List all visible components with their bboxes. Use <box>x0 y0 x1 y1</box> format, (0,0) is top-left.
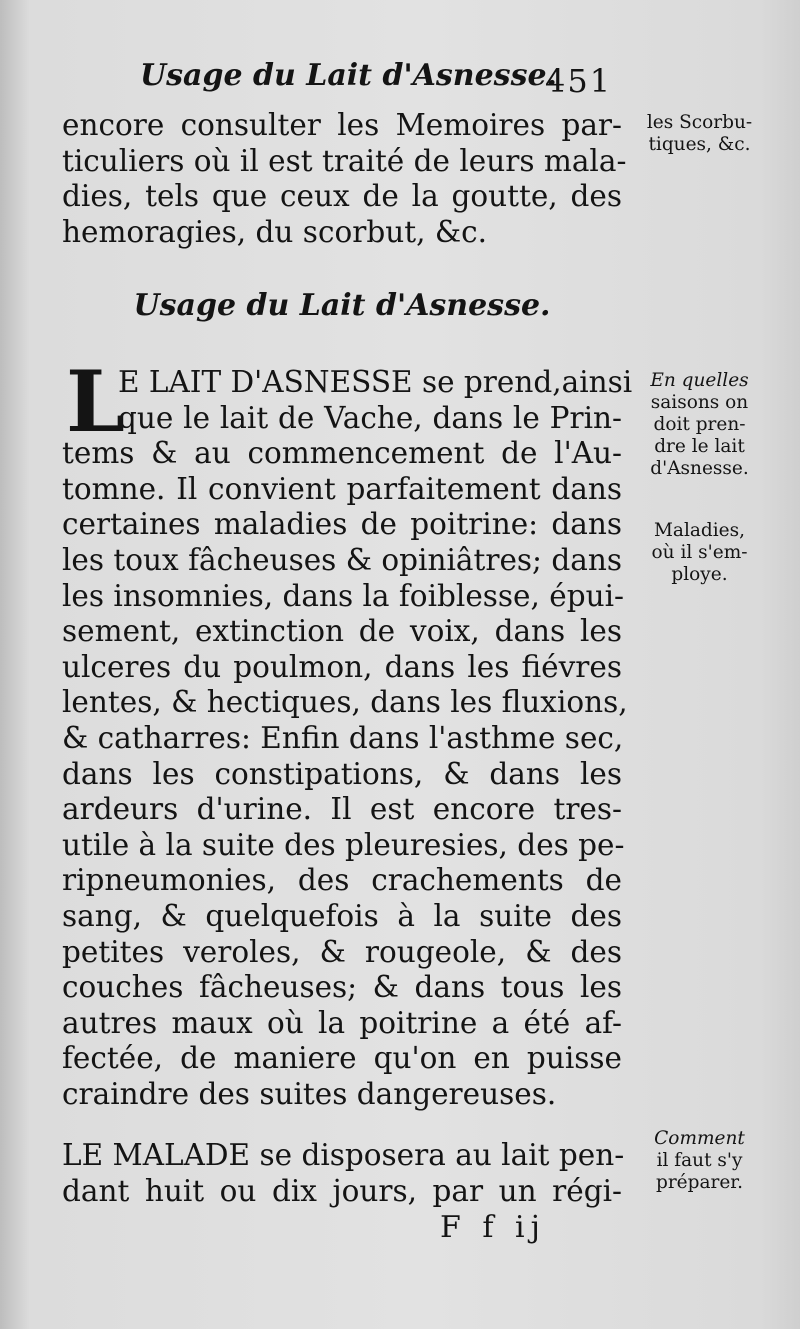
text-line: hemoragies, du scorbut, &c. <box>62 214 487 249</box>
margin-note-line: préparer. <box>656 1172 743 1193</box>
text-line: tomne. Il convient parfaitement dans <box>62 471 622 506</box>
text-line: autres maux où la poitrine a été af- <box>62 1005 622 1040</box>
margin-note-line: Maladies, <box>653 520 745 541</box>
page-number: 451 <box>545 62 613 100</box>
text-line: fectée, de maniere qu'on en puisse <box>62 1041 622 1076</box>
text-line: lentes, & hectiques, dans les fluxions, <box>62 685 628 720</box>
margin-note-line: saisons on <box>650 392 749 413</box>
margin-note-line: où il s'em- <box>651 542 748 563</box>
running-head: Usage du Lait d'Asnesse. <box>140 58 557 93</box>
text-line: LE MALADE se disposera au lait pen- <box>62 1138 625 1172</box>
margin-note-line: En quelles <box>650 370 749 391</box>
drop-cap: L <box>66 352 126 451</box>
text-line: tems & au commencement de l'Au- <box>62 436 622 471</box>
text-line: les toux fâcheuses & opiniâtres; dans <box>62 542 622 577</box>
text-line: craindre des suites dangereuses. <box>62 1076 557 1111</box>
text-line: ticuliers où il est traité de leurs mala- <box>62 143 627 178</box>
margin-note-line: Comment <box>654 1128 745 1149</box>
text-line: petites veroles, & rougeole, & des <box>62 934 622 969</box>
margin-note-line: doit pren- <box>653 414 746 435</box>
text-line: utile à la suite des pleuresies, des pe- <box>62 827 625 862</box>
text-line: ripneumonies, des crachements de <box>62 863 622 898</box>
text-line: dans les constipations, & dans les <box>62 756 622 791</box>
text-line: certaines maladies de poitrine: dans <box>62 507 622 542</box>
margin-note-preparer <box>637 1128 762 1194</box>
section-title: Usage du Lait d'Asnesse. <box>133 288 551 323</box>
text-line: couches fâcheuses; & dans tous les <box>62 970 622 1005</box>
margin-note-scorbutiques <box>637 112 762 156</box>
paragraph-next <box>62 1138 625 1209</box>
paragraph-continuation <box>62 108 627 250</box>
margin-note-saisons <box>637 370 762 480</box>
text-line: ulceres du poulmon, dans les fiévres <box>62 649 622 684</box>
text-line: sang, & quelquefois à la suite des <box>62 898 622 933</box>
margin-note-line: les Scorbu- <box>646 112 753 133</box>
text-line: ardeurs d'urine. Il est encore tres- <box>62 792 622 827</box>
text-line: encore consulter les Memoires par- <box>62 108 622 142</box>
text-line: que le lait de Vache, dans le Prin- <box>118 400 622 435</box>
text-line: dies, tels que ceux de la goutte, des <box>62 179 622 214</box>
text-line: E LAIT D'ASNESSE se prend,ainsi <box>118 365 633 399</box>
paragraph-main <box>62 352 633 1112</box>
margin-note-line: dre le lait <box>654 436 745 457</box>
margin-note-line: ploye. <box>671 564 728 585</box>
margin-note-maladies <box>637 520 762 586</box>
text-line: & catharres: Enfin dans l'asthme sec, <box>62 720 624 755</box>
text-line: les insomnies, dans la foiblesse, épui- <box>62 578 625 613</box>
margin-note-line: tiques, &c. <box>648 134 751 155</box>
signature-mark: F f ij <box>440 1210 546 1245</box>
margin-note-line: il faut s'y <box>656 1150 743 1171</box>
text-line: sement, extinction de voix, dans les <box>62 614 622 649</box>
text-line: dant huit ou dix jours, par un régi- <box>62 1173 622 1208</box>
margin-note-line: d'Asnesse. <box>650 458 749 479</box>
